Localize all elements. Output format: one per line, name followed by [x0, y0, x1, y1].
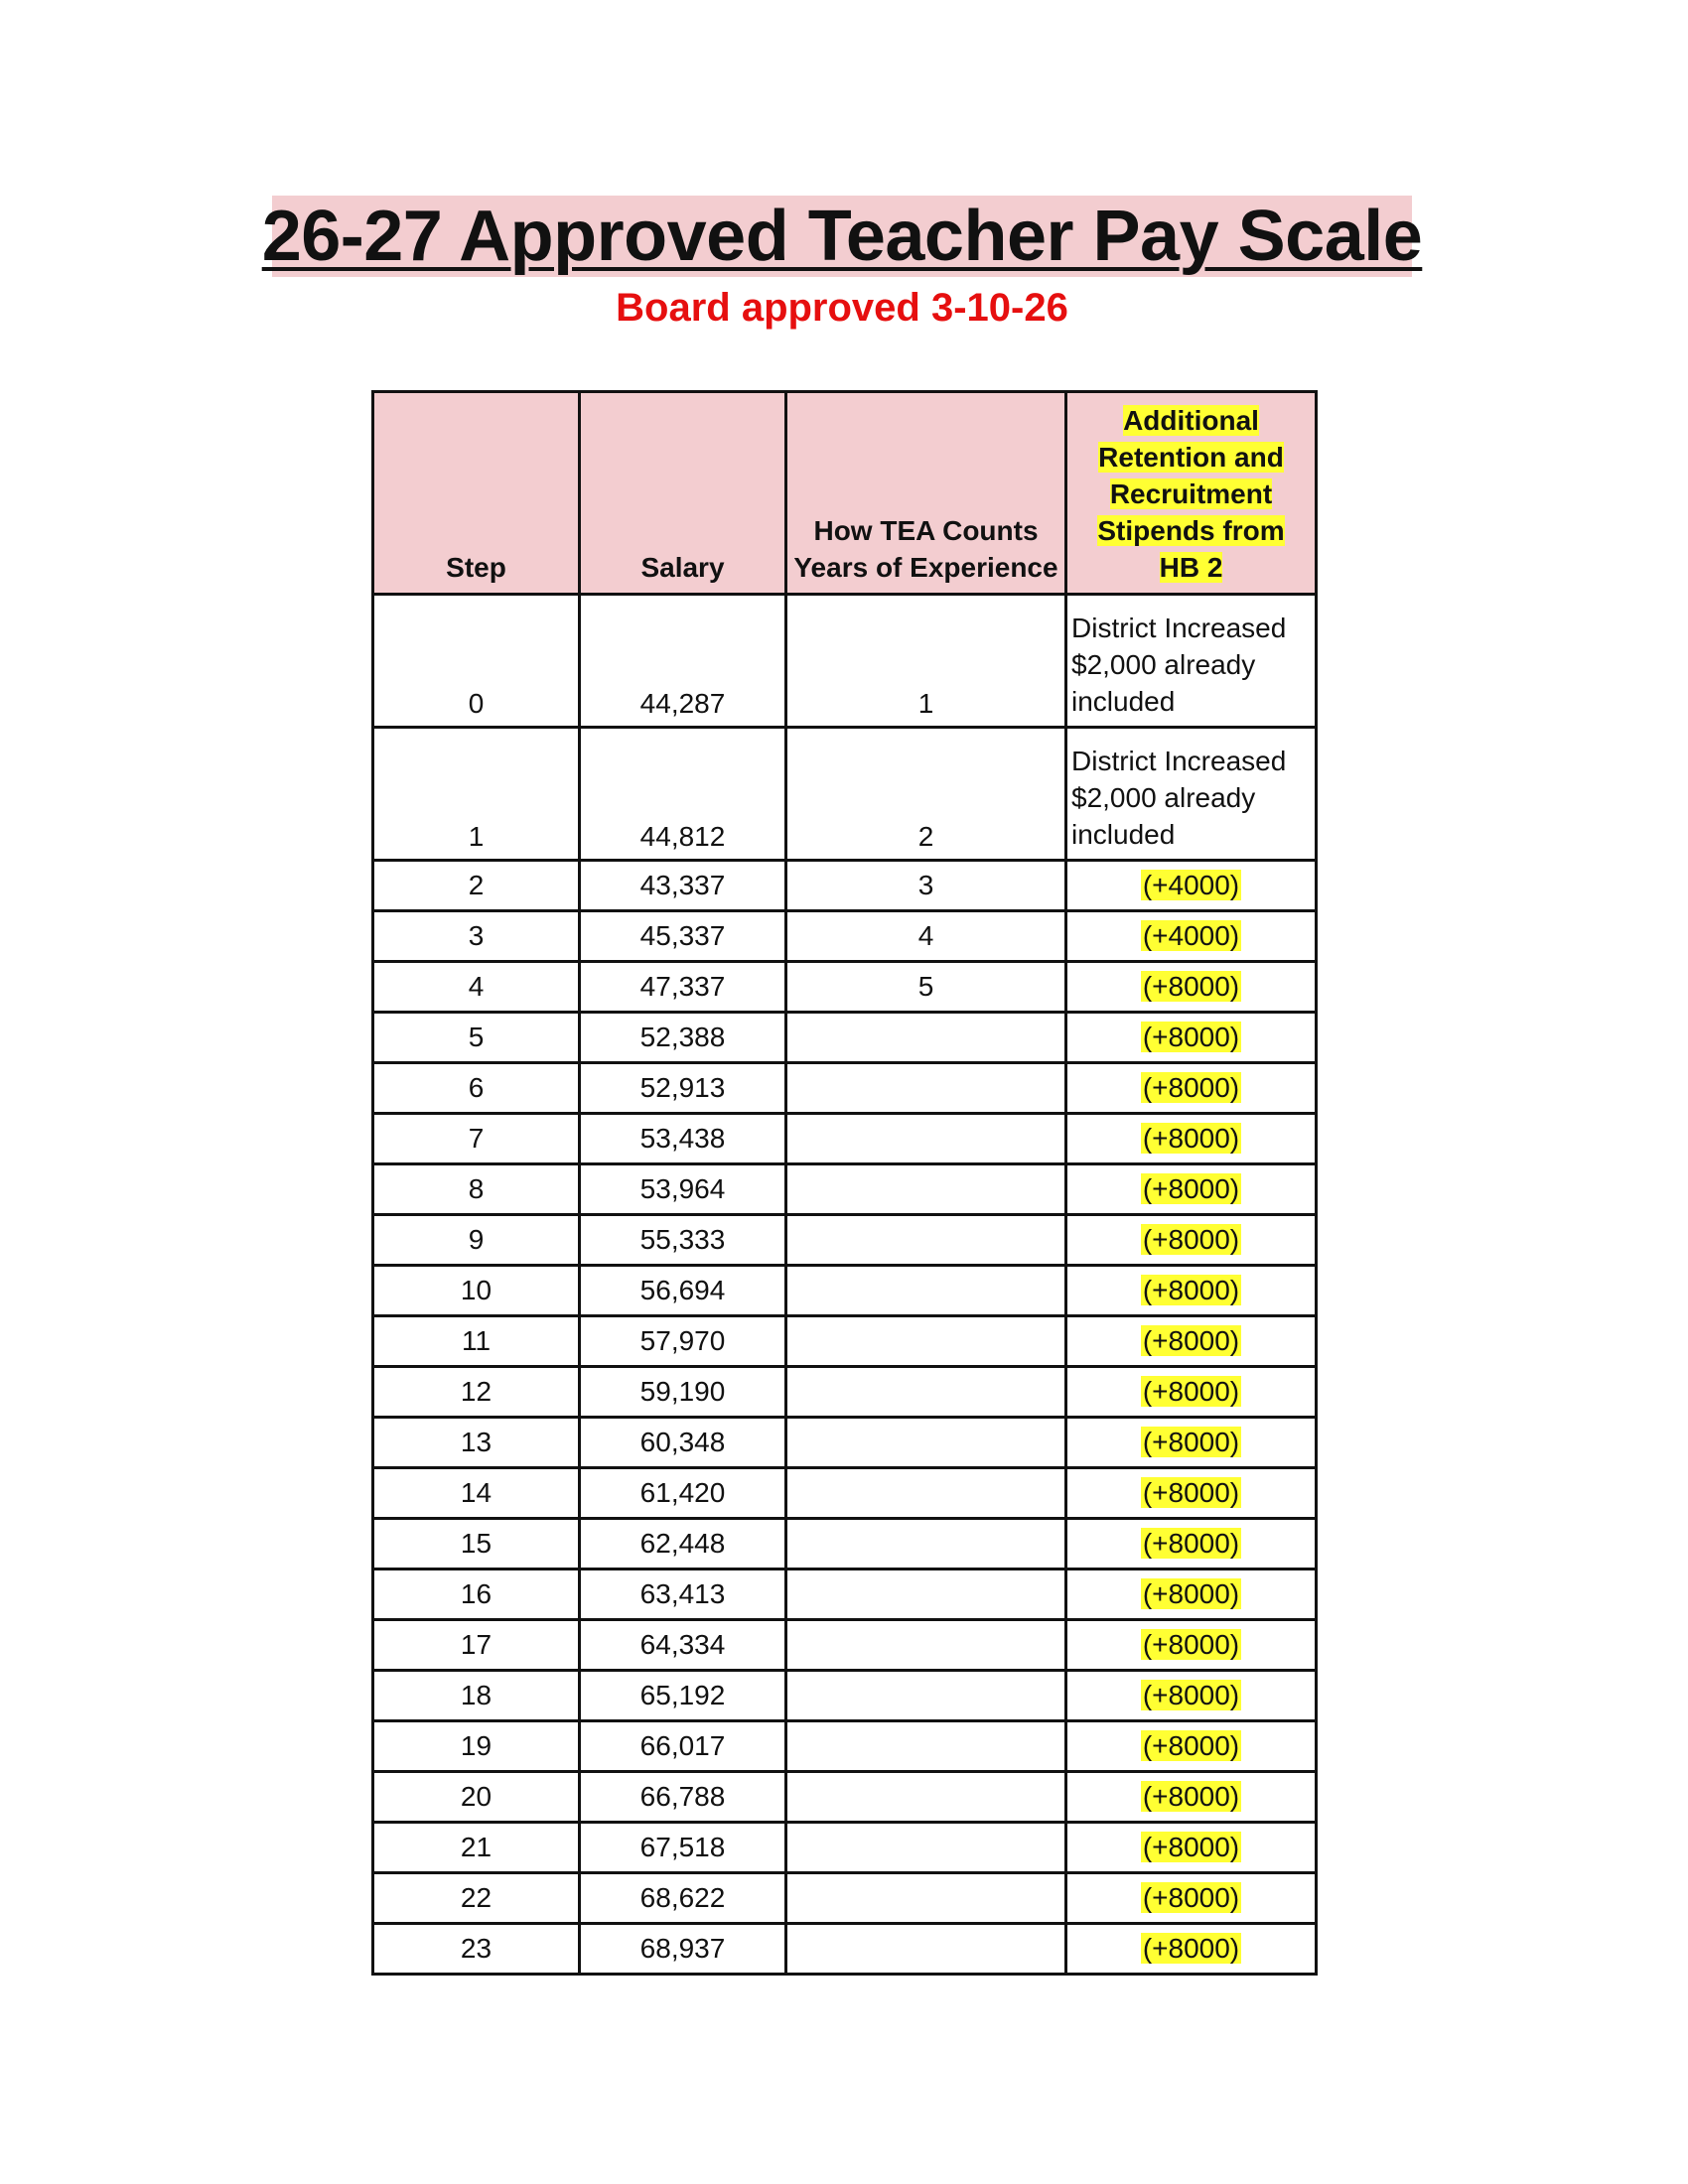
salary-cell: 53,438 [580, 1114, 786, 1164]
table-row [373, 1418, 1317, 1468]
stipend-amount: (+8000) [1142, 1123, 1240, 1154]
stipend-amount: (+8000) [1142, 1022, 1240, 1052]
step-cell: 4 [373, 962, 580, 1013]
tea-years-cell [786, 1671, 1066, 1721]
salary-cell: 66,017 [580, 1721, 786, 1772]
header-stipend-line: Recruitment [1109, 478, 1273, 509]
salary-cell: 55,333 [580, 1215, 786, 1266]
salary-cell: 52,388 [580, 1013, 786, 1063]
step-cell: 23 [373, 1924, 580, 1975]
step-cell: 20 [373, 1772, 580, 1823]
table-row [373, 595, 1317, 728]
table-row [373, 1620, 1317, 1671]
stipend-cell [1066, 1873, 1317, 1924]
header-stipend-line: Stipends from [1097, 515, 1285, 546]
tea-years-cell [786, 1519, 1066, 1570]
tea-years-cell [786, 1873, 1066, 1924]
tea-years-cell [786, 1823, 1066, 1873]
salary-cell: 67,518 [580, 1823, 786, 1873]
salary-cell: 62,448 [580, 1519, 786, 1570]
tea-years-cell [786, 1114, 1066, 1164]
step-cell: 8 [373, 1164, 580, 1215]
stipend-cell [1066, 861, 1317, 911]
tea-years-cell: 1 [786, 595, 1066, 728]
tea-years-cell: 5 [786, 962, 1066, 1013]
district-note-line: District Increased [1071, 613, 1287, 643]
table-row [373, 1671, 1317, 1721]
stipend-cell [1066, 1164, 1317, 1215]
page-title: 26-27 Approved Teacher Pay Scale [261, 197, 1423, 276]
header-stipend-line: Additional [1123, 405, 1259, 436]
tea-years-cell [786, 1570, 1066, 1620]
stipend-amount: (+8000) [1142, 1882, 1240, 1913]
table-row [373, 1215, 1317, 1266]
stipend-amount: (+8000) [1142, 1376, 1240, 1407]
table-row [373, 728, 1317, 861]
tea-years-cell [786, 1063, 1066, 1114]
table-row [373, 1772, 1317, 1823]
table-row [373, 1367, 1317, 1418]
tea-years-cell [786, 1316, 1066, 1367]
stipend-cell [1066, 1114, 1317, 1164]
tea-years-cell [786, 1721, 1066, 1772]
step-cell: 17 [373, 1620, 580, 1671]
salary-cell: 47,337 [580, 962, 786, 1013]
salary-cell: 63,413 [580, 1570, 786, 1620]
table-row [373, 1063, 1317, 1114]
salary-cell: 45,337 [580, 911, 786, 962]
tea-years-cell [786, 1367, 1066, 1418]
step-cell: 3 [373, 911, 580, 962]
step-cell: 0 [373, 595, 580, 728]
table-row [373, 1266, 1317, 1316]
table-row [373, 861, 1317, 911]
stipend-amount: (+8000) [1142, 1528, 1240, 1559]
step-cell: 19 [373, 1721, 580, 1772]
stipend-amount: (+8000) [1142, 1173, 1240, 1204]
table-row [373, 1316, 1317, 1367]
tea-years-cell: 4 [786, 911, 1066, 962]
step-cell: 11 [373, 1316, 580, 1367]
salary-cell: 61,420 [580, 1468, 786, 1519]
stipend-amount: (+8000) [1142, 1832, 1240, 1862]
header-salary: Salary [580, 392, 786, 595]
stipend-amount: (+4000) [1142, 920, 1240, 951]
tea-years-cell [786, 1418, 1066, 1468]
stipend-cell [1066, 595, 1317, 728]
pay-scale-table [371, 390, 1318, 1976]
approval-subtitle: Board approved 3-10-26 [616, 286, 1068, 330]
salary-cell: 52,913 [580, 1063, 786, 1114]
stipend-cell [1066, 1468, 1317, 1519]
table-row [373, 962, 1317, 1013]
step-cell: 22 [373, 1873, 580, 1924]
step-cell: 16 [373, 1570, 580, 1620]
header-row [373, 392, 1317, 595]
stipend-cell [1066, 1823, 1317, 1873]
step-cell: 2 [373, 861, 580, 911]
salary-cell: 68,622 [580, 1873, 786, 1924]
step-cell: 15 [373, 1519, 580, 1570]
step-cell: 6 [373, 1063, 580, 1114]
tea-years-cell [786, 1215, 1066, 1266]
stipend-amount: (+8000) [1142, 1325, 1240, 1356]
step-cell: 14 [373, 1468, 580, 1519]
district-note-line: included [1071, 819, 1176, 850]
tea-years-cell [786, 1924, 1066, 1975]
stipend-amount: (+8000) [1142, 1629, 1240, 1660]
stipend-cell [1066, 1721, 1317, 1772]
salary-cell: 59,190 [580, 1367, 786, 1418]
salary-cell: 64,334 [580, 1620, 786, 1671]
header-tea-line: How TEA Counts [813, 515, 1039, 546]
tea-years-cell [786, 1772, 1066, 1823]
header-step: Step [373, 392, 580, 595]
salary-cell: 44,287 [580, 595, 786, 728]
stipend-amount: (+8000) [1142, 1933, 1240, 1964]
district-note-line: included [1071, 686, 1176, 717]
district-note-line: District Increased [1071, 746, 1287, 776]
tea-years-cell [786, 1620, 1066, 1671]
salary-cell: 57,970 [580, 1316, 786, 1367]
table-row [373, 911, 1317, 962]
step-cell: 18 [373, 1671, 580, 1721]
stipend-cell [1066, 1316, 1317, 1367]
salary-cell: 65,192 [580, 1671, 786, 1721]
table-row [373, 1721, 1317, 1772]
step-cell: 21 [373, 1823, 580, 1873]
table-row [373, 1468, 1317, 1519]
table-row [373, 1164, 1317, 1215]
table-row [373, 1013, 1317, 1063]
stipend-amount: (+8000) [1142, 1224, 1240, 1255]
table-row [373, 1114, 1317, 1164]
stipend-amount: (+8000) [1142, 971, 1240, 1002]
header-stipends [1066, 392, 1317, 595]
header-stipend-line: HB 2 [1159, 552, 1223, 583]
step-cell: 7 [373, 1114, 580, 1164]
tea-years-cell [786, 1013, 1066, 1063]
table-row [373, 1519, 1317, 1570]
step-cell: 13 [373, 1418, 580, 1468]
step-cell: 10 [373, 1266, 580, 1316]
stipend-amount: (+4000) [1142, 870, 1240, 900]
stipend-cell [1066, 1620, 1317, 1671]
stipend-amount: (+8000) [1142, 1427, 1240, 1457]
tea-years-cell [786, 1266, 1066, 1316]
step-cell: 12 [373, 1367, 580, 1418]
salary-cell: 43,337 [580, 861, 786, 911]
stipend-cell [1066, 1367, 1317, 1418]
stipend-cell [1066, 911, 1317, 962]
stipend-cell [1066, 728, 1317, 861]
tea-years-cell: 2 [786, 728, 1066, 861]
stipend-cell [1066, 1772, 1317, 1823]
district-note-line: $2,000 already [1071, 649, 1256, 680]
salary-cell: 44,812 [580, 728, 786, 861]
header-tea-line: Years of Experience [793, 552, 1058, 583]
step-cell: 1 [373, 728, 580, 861]
stipend-cell [1066, 1215, 1317, 1266]
district-note-line: $2,000 already [1071, 782, 1256, 813]
stipend-cell [1066, 1924, 1317, 1975]
stipend-amount: (+8000) [1142, 1781, 1240, 1812]
stipend-amount: (+8000) [1142, 1477, 1240, 1508]
title-banner [261, 196, 1423, 277]
stipend-amount: (+8000) [1142, 1275, 1240, 1305]
header-stipend-line: Retention and [1098, 442, 1284, 473]
stipend-cell [1066, 962, 1317, 1013]
salary-cell: 66,788 [580, 1772, 786, 1823]
step-cell: 5 [373, 1013, 580, 1063]
stipend-cell [1066, 1063, 1317, 1114]
stipend-cell [1066, 1013, 1317, 1063]
stipend-cell [1066, 1519, 1317, 1570]
tea-years-cell [786, 1164, 1066, 1215]
table-row [373, 1873, 1317, 1924]
salary-cell: 53,964 [580, 1164, 786, 1215]
step-cell: 9 [373, 1215, 580, 1266]
stipend-amount: (+8000) [1142, 1072, 1240, 1103]
stipend-amount: (+8000) [1142, 1578, 1240, 1609]
header-tea-years [786, 392, 1066, 595]
salary-cell: 68,937 [580, 1924, 786, 1975]
stipend-amount: (+8000) [1142, 1730, 1240, 1761]
salary-cell: 60,348 [580, 1418, 786, 1468]
stipend-cell [1066, 1570, 1317, 1620]
table-row [373, 1924, 1317, 1975]
stipend-cell [1066, 1671, 1317, 1721]
tea-years-cell [786, 1468, 1066, 1519]
stipend-cell [1066, 1266, 1317, 1316]
stipend-amount: (+8000) [1142, 1680, 1240, 1710]
table-row [373, 1570, 1317, 1620]
tea-years-cell: 3 [786, 861, 1066, 911]
table-row [373, 1823, 1317, 1873]
salary-cell: 56,694 [580, 1266, 786, 1316]
stipend-cell [1066, 1418, 1317, 1468]
